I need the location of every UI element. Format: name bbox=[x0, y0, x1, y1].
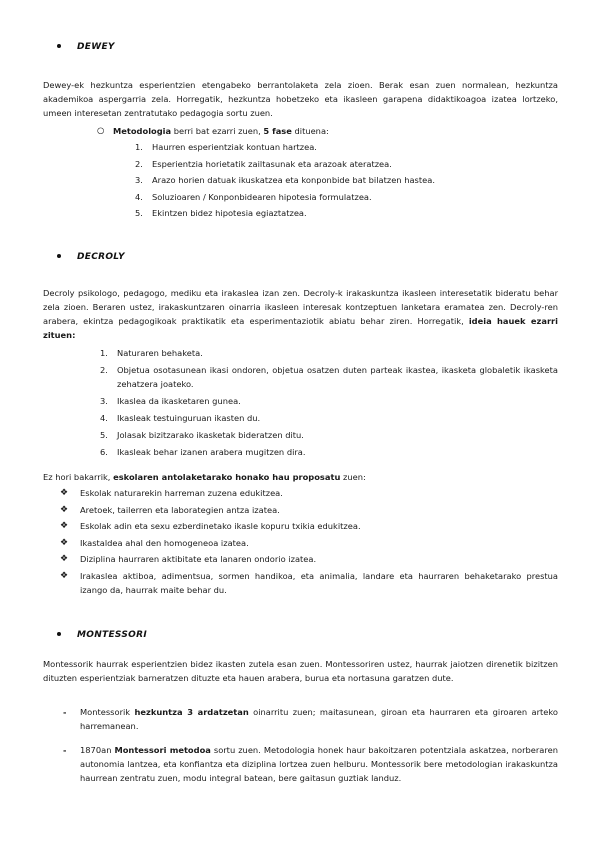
montessori-point-1: Montessorik hezkuntza 3 ardatzetan oinarritu zuen; maitasunean, giroan eta haurraren eta giroaren arteko harremanean. bbox=[80, 707, 558, 731]
list-item: ❖ Eskolak adin eta sexu ezberdinetako ikasle kopuru txikia edukitzea. bbox=[60, 521, 361, 531]
montessori-intro: Montessorik haurrak esperientzien bidez ikasten zutela esan zuen. Montessoriren ustez, haurrak jaiotzen direnetik bizitzen dituzten esperientziak barneratzen dituzte eta hauen arabera, burua eta nortasuna garatzen dute. bbox=[43, 659, 558, 683]
decroly-school-line: Ez hori bakarrik, eskolaren antolaketarako honako hau proposatu zuen: bbox=[43, 472, 366, 482]
dewey-intro: Dewey-ek hezkuntza esperientzien etengabeko berrantolaketa zela zioen. Berak esan zuen normalean, hezkuntza akademikoa aspergarria zela. Horregatik, hezkuntza hobetzeko eta ikasleen garapena didaktikoagoa izatea lortzeko, umeen interesetan zentratutako pedagogia sortu zuen. bbox=[43, 80, 558, 118]
bullet-dot-icon bbox=[57, 254, 61, 258]
bullet-dot-icon bbox=[57, 632, 61, 636]
dash-bullet-icon: - bbox=[63, 707, 67, 717]
montessori-point-2: 1870an Montessori metodoa sortu zuen. Metodologia honek haur bakoitzaren potentziala askatzea, norberaren autonomia lantzea, eta konfiantza eta diziplina lortzea zuen helburu. Montessorik bere metodologian irakaskuntza haurrean zentratu zuen, modu integral batean, bere gaitasun guztiak landuz. bbox=[80, 745, 558, 783]
dash-bullet-icon: - bbox=[63, 745, 67, 755]
diamond-bullet-icon: ❖ bbox=[60, 488, 69, 498]
list-item: 4. Ikasleak testuinguruan ikasten du. bbox=[100, 413, 261, 423]
diamond-bullet-icon: ❖ bbox=[60, 521, 69, 531]
list-item: ❖ Irakaslea aktiboa, adimentsua, sormen handikoa, eta animalia, landare eta haurraren behaketarako prestua izango da, haurrak maite behar du. bbox=[60, 570, 558, 595]
list-item: 4. Soluzioaren / Konponbidearen hipotesia formulatzea. bbox=[135, 191, 372, 202]
list-item: 5. Jolasak bizitzarako ikasketak bideratzen ditu. bbox=[100, 430, 304, 440]
dewey-method-line: ○ Metodologia berri bat ezarri zuen, 5 fase dituena: bbox=[97, 125, 329, 136]
list-item: 5. Ekintzen bidez hipotesia egiaztatzea. bbox=[135, 208, 307, 218]
circle-bullet-icon: ○ bbox=[97, 125, 105, 135]
list-item: 1. Haurren esperientziak kontuan hartzea. bbox=[135, 142, 317, 152]
list-item: ❖ Aretoek, tailerren eta laborategien antza izatea. bbox=[60, 504, 280, 515]
list-item: 2. Objetua osotasunean ikasi ondoren, objetua osatzen duten parteak ikastea, ikasketa globaletik ikasketa zehatzera joateko. bbox=[100, 365, 558, 389]
list-item: 2. Esperientzia horietatik zailtasunak eta arazoak ateratzea. bbox=[135, 158, 392, 169]
list-item: ❖ Ikastaldea ahal den homogeneoa izatea. bbox=[60, 537, 249, 548]
section-heading-decroly: DECROLY bbox=[57, 250, 125, 264]
list-item: 3. Arazo horien datuak ikuskatzea eta konponbide bat bilatzen hastea. bbox=[135, 175, 435, 185]
list-item: 1. Naturaren behaketa. bbox=[100, 348, 203, 358]
section-heading-dewey: DEWEY bbox=[57, 40, 115, 54]
list-item: 6. Ikasleak behar izanen arabera mugitzen dira. bbox=[100, 447, 306, 457]
bullet-dot-icon bbox=[57, 44, 61, 48]
section-heading-montessori: MONTESSORI bbox=[57, 628, 147, 642]
decroly-intro: Decroly psikologo, pedagogo, mediku eta irakaslea izan zen. Decroly-k irakaskuntza ikasleen interesetatik bideratu behar zela zioen. Beraren ustez, irakaskuntzaren oinarria ikasleen interesak kontzeptuen lanketara eramatea zen. Decroly-ren arabera, ekintza pedagogikoak praktikatik eta esperimentaziotik abiatu behar ziren. Horregatik, ideia hauek ezarri zituen: bbox=[43, 288, 558, 340]
diamond-bullet-icon: ❖ bbox=[60, 554, 69, 564]
decroly-proposals-list bbox=[60, 486, 558, 599]
diamond-bullet-icon: ❖ bbox=[60, 504, 69, 515]
diamond-bullet-icon: ❖ bbox=[60, 570, 69, 581]
list-item: ❖ Diziplina haurraren aktibitate eta lanaren ondorio izatea. bbox=[60, 554, 317, 564]
list-item: ❖ Eskolak naturarekin harreman zuzena edukitzea. bbox=[60, 488, 283, 498]
dewey-steps-list bbox=[135, 140, 435, 223]
decroly-ideas-list bbox=[100, 346, 558, 462]
list-item: 3. Ikaslea da ikasketaren gunea. bbox=[100, 396, 241, 406]
diamond-bullet-icon: ❖ bbox=[60, 537, 69, 548]
